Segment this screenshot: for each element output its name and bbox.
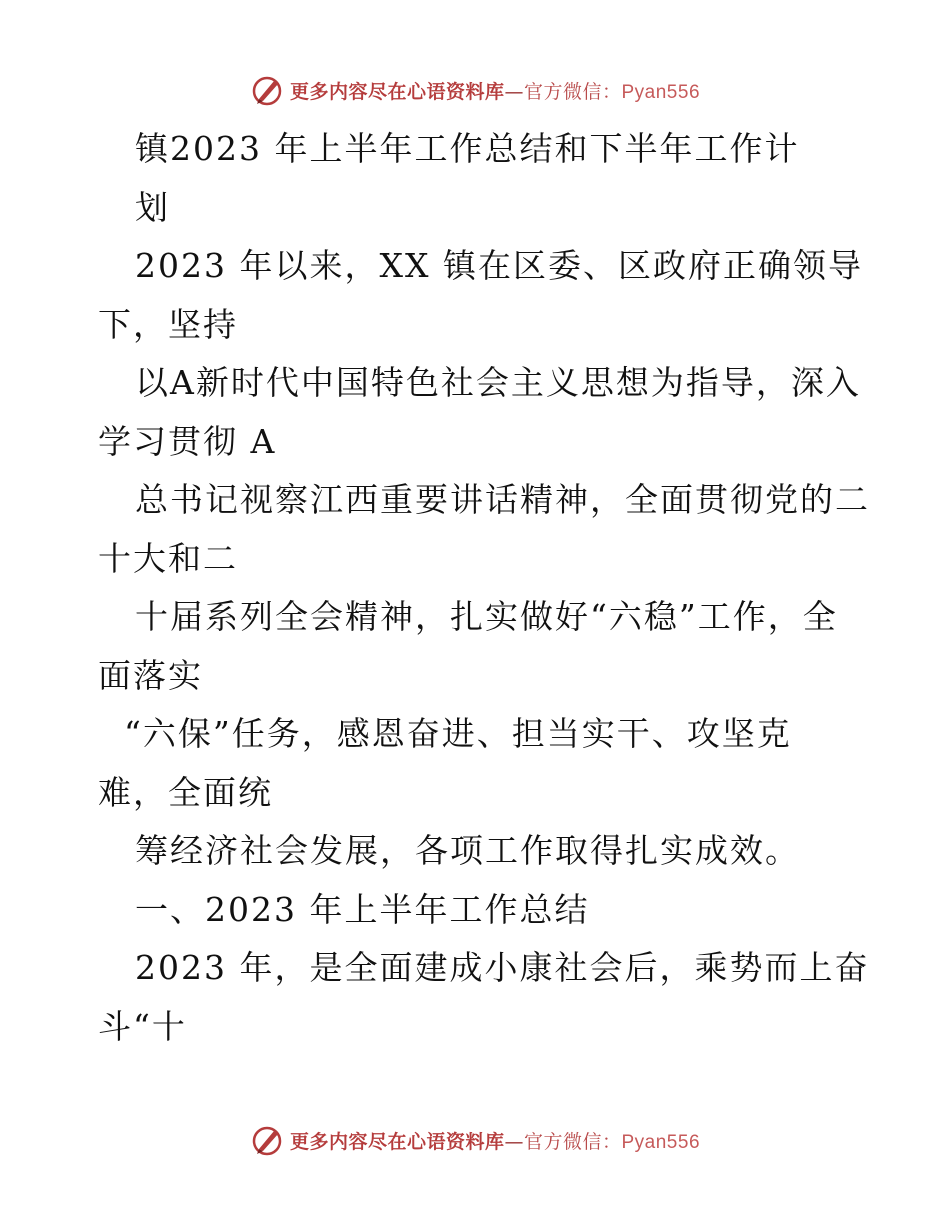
banner-account: Pyan556	[621, 81, 701, 103]
paragraph-line: 面落实	[98, 655, 203, 695]
paragraph-line: 以A新时代中国特色社会主义思想为指导，深入	[135, 363, 861, 402]
header-banner	[0, 70, 950, 110]
pen-logo-icon	[250, 73, 284, 107]
footer-banner	[0, 1120, 950, 1160]
banner-text	[290, 1127, 700, 1154]
banner-dash: —	[504, 1130, 524, 1153]
paragraph-line: 斗“十	[98, 1006, 187, 1046]
banner-official-label: 官方微信：	[523, 80, 622, 103]
banner-dash: —	[504, 80, 524, 103]
paragraph-line: 总书记视察江西重要讲话精神，全面贯彻党的二	[135, 480, 870, 519]
paragraph-line: 十届系列全会精神，扎实做好“六稳”工作，全	[135, 597, 838, 636]
banner-brand: 更多内容尽在心语资料库	[289, 1130, 505, 1153]
pen-logo-icon	[250, 1123, 284, 1157]
document-title-line-2: 划	[135, 187, 170, 227]
document-body	[98, 120, 870, 1056]
paragraph-line: “六保”任务，感恩奋进、担当实干、攻坚克	[124, 714, 792, 753]
paragraph-line: 十大和二	[98, 538, 238, 578]
paragraph-line: 筹经济社会发展，各项工作取得扎实成效。	[135, 831, 800, 870]
paragraph-line: 难，全面统	[98, 772, 273, 812]
paragraph-line: 2023 年以来，XX 镇在区委、区政府正确领导	[135, 246, 863, 285]
banner-text	[290, 77, 700, 104]
banner-official-label: 官方微信：	[523, 1130, 622, 1153]
banner-brand: 更多内容尽在心语资料库	[289, 80, 505, 103]
section-heading: 一、2023 年上半年工作总结	[135, 889, 590, 929]
document-title-line-1: 镇2023 年上半年工作总结和下半年工作计	[135, 129, 800, 168]
paragraph-line: 下，坚持	[98, 304, 238, 344]
paragraph-line: 2023 年，是全面建成小康社会后，乘势而上奋	[135, 948, 870, 987]
paragraph-line: 学习贯彻 A	[98, 421, 277, 461]
banner-account: Pyan556	[621, 1131, 701, 1153]
